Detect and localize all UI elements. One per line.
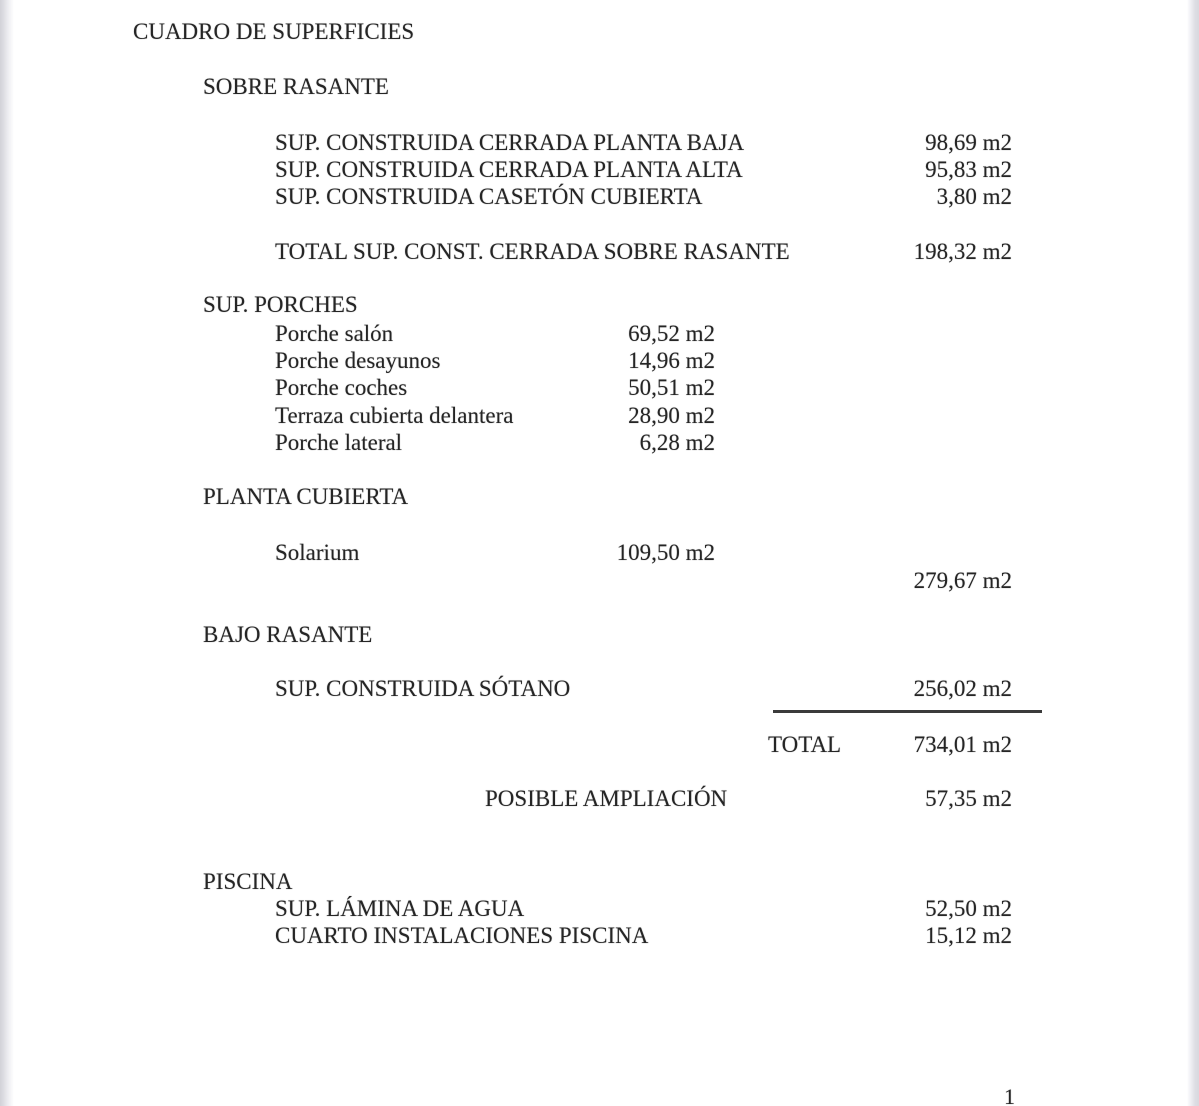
surface-value: 6,28 m2	[639, 430, 715, 455]
surface-value: 50,51 m2	[628, 375, 715, 400]
surface-label: SUP. CONSTRUIDA CERRADA PLANTA ALTA	[275, 157, 743, 182]
section-heading-sobre-rasante: SOBRE RASANTE	[203, 74, 389, 99]
surface-value: 256,02 m2	[913, 676, 1012, 701]
ampliacion-label: POSIBLE AMPLIACIÓN	[485, 786, 728, 811]
section-heading-planta-cubierta: PLANTA CUBIERTA	[203, 484, 409, 509]
table-row	[0, 129, 1199, 157]
surface-value: 14,96 m2	[628, 348, 715, 373]
surface-label: Porche desayunos	[275, 348, 441, 373]
table-row	[0, 156, 1199, 184]
table-row	[0, 183, 1199, 211]
surface-label: SUP. CONSTRUIDA CERRADA PLANTA BAJA	[275, 130, 745, 155]
table-row	[0, 429, 1199, 457]
table-row	[0, 539, 1199, 567]
surface-label: Porche coches	[275, 375, 408, 400]
table-row-ampliacion	[0, 785, 1199, 813]
page-title: CUADRO DE SUPERFICIES	[133, 19, 415, 44]
table-row	[0, 922, 1199, 950]
table-row	[0, 895, 1199, 923]
section-heading-piscina: PISCINA	[203, 869, 293, 894]
surface-label: CUARTO INSTALACIONES PISCINA	[275, 923, 649, 948]
surface-value: 95,83 m2	[925, 157, 1012, 182]
grand-total-label: TOTAL	[768, 732, 842, 757]
table-row	[0, 347, 1199, 375]
surface-label: Porche lateral	[275, 430, 403, 455]
table-row	[0, 402, 1199, 430]
section-heading-porches: SUP. PORCHES	[203, 292, 358, 317]
surface-label: SUP. CONSTRUIDA SÓTANO	[275, 676, 571, 701]
surface-label: SUP. CONSTRUIDA CASETÓN CUBIERTA	[275, 184, 703, 209]
table-row	[0, 374, 1199, 402]
table-row	[0, 320, 1199, 348]
table-row-total-sobre-rasante	[0, 238, 1199, 266]
surface-label: SUP. LÁMINA DE AGUA	[275, 896, 525, 921]
surface-label: Terraza cubierta delantera	[275, 403, 514, 428]
surface-value: 69,52 m2	[628, 321, 715, 346]
surface-value: 52,50 m2	[925, 896, 1012, 921]
table-row-grand-total	[0, 731, 1199, 759]
surface-label: Solarium	[275, 540, 360, 565]
table-row-subtotal	[0, 567, 1199, 595]
section-heading-bajo-rasante: BAJO RASANTE	[203, 622, 373, 647]
surface-value: 109,50 m2	[616, 540, 715, 565]
page-number: 1	[1004, 1084, 1015, 1106]
ampliacion-value: 57,35 m2	[925, 786, 1012, 811]
surface-value: 15,12 m2	[925, 923, 1012, 948]
surface-label: Porche salón	[275, 321, 394, 346]
surface-value: 198,32 m2	[913, 239, 1012, 264]
surface-label: TOTAL SUP. CONST. CERRADA SOBRE RASANTE	[275, 239, 790, 264]
surface-value: 28,90 m2	[628, 403, 715, 428]
grand-total-value: 734,01 m2	[913, 732, 1012, 757]
subtotal-value: 279,67 m2	[913, 568, 1012, 593]
surface-value: 98,69 m2	[925, 130, 1012, 155]
surface-value: 3,80 m2	[936, 184, 1012, 209]
table-row	[0, 675, 1199, 703]
total-separator-line	[773, 710, 1042, 713]
